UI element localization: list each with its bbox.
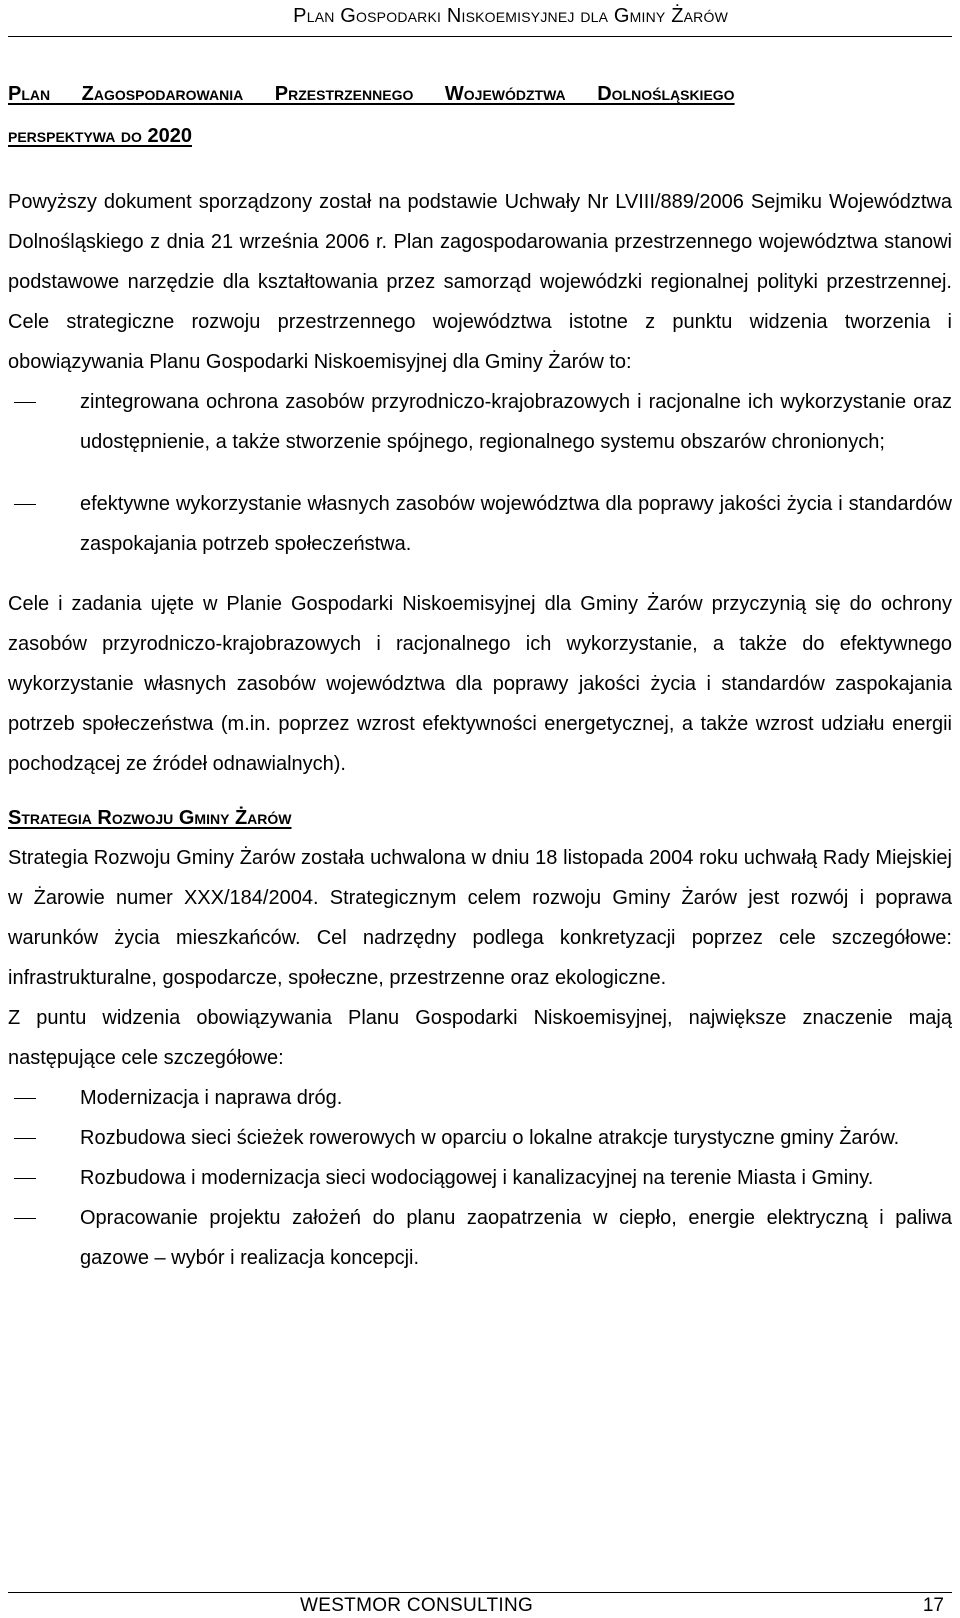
section-subtitle-perspektywa: perspektywa do 2020	[8, 125, 192, 147]
plan-goals-list	[8, 382, 952, 564]
section-title-plan-zagospodarowania: Plan Zagospodarowania Przestrzennego Województwa Dolnośląskiego	[8, 83, 735, 105]
page-number: 17	[922, 1595, 944, 1616]
list-item: efektywne wykorzystanie własnych zasobów województwa dla poprawy jakości życia i standardów zaspokajania potrzeb społeczeństwa.	[8, 484, 952, 564]
running-header: Plan Gospodarki Niskoemisyjnej dla Gminy Żarów	[293, 5, 728, 27]
page-content	[8, 74, 952, 1278]
list-item: Modernizacja i naprawa dróg.	[8, 1078, 952, 1118]
plan-paragraph: Powyższy dokument sporządzony został na podstawie Uchwały Nr LVIII/889/2006 Sejmiku Województwa Dolnośląskiego z dnia 21 września 2006 r. Plan zagospodarowania przestrzennego województwa stanowi podstawowe narzędzie dla kształtowania przez samorząd wojewódzki regionalnej polityki przestrzennej. Cele strategiczne rozwoju przestrzennego województwa istotne z punktu widzenia tworzenia i obowiązywania Planu Gospodarki Niskoemisyjnej dla Gminy Żarów to:	[8, 191, 952, 373]
strategy-goals-list	[8, 1078, 952, 1278]
list-item: Rozbudowa i modernizacja sieci wodociągowej i kanalizacyjnej na terenie Miasta i Gminy.	[8, 1158, 952, 1198]
list-item: Opracowanie projektu założeń do planu zaopatrzenia w ciepło, energie elektryczną i paliwa gazowe – wybór i realizacja koncepcji.	[8, 1198, 952, 1278]
footer-company: WESTMOR CONSULTING	[300, 1595, 534, 1616]
list-item: zintegrowana ochrona zasobów przyrodniczo-krajobrazowych i racjonalne ich wykorzystanie oraz udostępnienie, a także stworzenie spójnego, regionalnego systemu obszarów chronionych;	[8, 382, 952, 462]
list-item: Rozbudowa sieci ścieżek rowerowych w oparciu o lokalne atrakcje turystyczne gminy Żarów.	[8, 1118, 952, 1158]
strategy-goals-intro: Z puntu widzenia obowiązywania Planu Gospodarki Niskoemisyjnej, największe znaczenie mają następujące cele szczegółowe:	[8, 1007, 952, 1069]
section-title-strategia: Strategia Rozwoju Gminy Żarów	[8, 807, 292, 829]
header-rule	[8, 36, 952, 37]
plan-closing-paragraph: Cele i zadania ujęte w Planie Gospodarki Niskoemisyjnej dla Gminy Żarów przyczynią się do ochrony zasobów przyrodniczo-krajobrazowych i racjonalnego ich wykorzystanie, a także do efektywnego wykorzystanie własnych zasobów województwa dla poprawy jakości życia i standardów zaspokajania potrzeb społeczeństwa (m.in. poprzez wzrost efektywności energetycznej, a także wzrost udziału energii pochodzącej ze źródeł odnawialnych).	[8, 593, 952, 775]
strategy-paragraph: Strategia Rozwoju Gminy Żarów została uchwalona w dniu 18 listopada 2004 roku uchwałą Rady Miejskiej w Żarowie numer XXX/184/2004. Strategicznym celem rozwoju Gminy Żarów jest rozwój i poprawa warunków życia mieszkańców. Cel nadrzędny podlega konkretyzacji poprzez cele szczegółowe: infrastrukturalne, gospodarcze, społeczne, przestrzenne oraz ekologiczne.	[8, 847, 952, 989]
footer-rule	[8, 1592, 952, 1593]
